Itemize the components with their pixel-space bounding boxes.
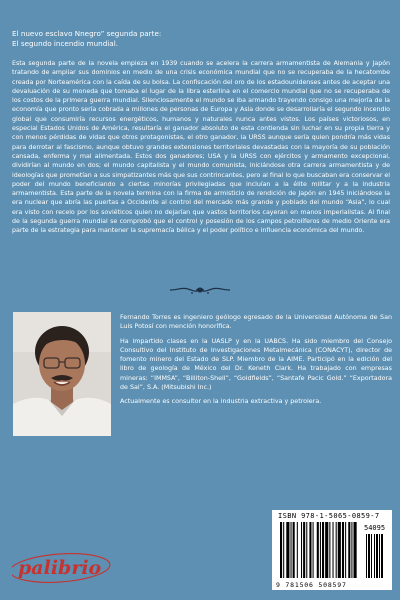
synopsis-text: Esta segunda parte de la novela empieza en 1939 cuando se acelera la carrera armamentista de Alemania y Japón tratando de ampliar sus dominios en medio de una crisis económica mundial que no se recuperaba de la hecatombe creada por Norteamérica con la caída de su bolsa. La confiscación del oro de los estadounidenses antes de aceptar una devaluación de su moneda que tomaba el lugar de la libra esterlina en el comercio mundial que no se recuperaba de los costos de la primera guerra mundial. Silenciosamente el mundo se iba armando trayendo consigo una mejoría de la economía que pronto sería cobrada a millones de personas de Europa y Asia donde se desarrollaría el segundo incendio global que consumiría recursos energéticos, humanos y naturales nunca antes vistos. Los países victoriosos, en especial Estados Unidos de América, resultaría el ganador absoluto de esta contienda sin luchar en su propia tierra y con menos pérdidas de vidas que otros protagonistas, el otro ganador, la URSS aunque sería quien pondría más vidas para derrotar al fascismo, aunque obtuvo grandes extensiones territoriales devastadas con la mayoría de su población cansada, enferma y mal alimentada. Estos dos ganadores; USA y la URSS con ejércitos y armamento excepcional, dividirían al mundo en dos; el mundo capitalista y el mundo comunista, iniciándose otra carrera armamentista y de ideologías que prometían a sus simpatizantes más que sus contrincantes, pero al final lo que buscaban era conservar el poder del mundo beneficiando a ciertas minorías privilegiadas que incluían a la élite militar y a la industria armamentista. Esta parte de la novela termina con la firma de armisticio de rendición de Japón en 1945 iniciándose la era nuclear que abría las puertas a Occidente al control del mercado más grande y poblado del mundo “Asia”, lo cual era visto con recelo por los soviéticos quien no dejarían que vastos territorios cayeran en manos imperialistas. Al final de la segunda guerra mundial se comprobó que el control y posesión de los campos petrolíferos de medio Oriente era parte de la estrategia para mantener la supremacía bélica y el poder político e influencia económica del mundo. <box>12 60 390 235</box>
price-code: 54095 <box>364 524 386 532</box>
barcode-bars <box>278 522 388 580</box>
title-line-2: El segundo incendio mundial. <box>12 39 118 48</box>
isbn-label: ISBN 978-1-5065-0859-7 <box>278 512 380 520</box>
publisher-logo <box>12 550 116 584</box>
author-bio <box>120 313 392 412</box>
isbn-barcode <box>272 510 392 590</box>
title-block <box>12 29 392 49</box>
author-portrait <box>13 312 111 436</box>
bio-paragraph: Fernando Torres es ingeniero geólogo egresado de la Universidad Autónoma de San Luis Potosí con mención honorífica. <box>120 314 392 331</box>
bio-paragraph: Ha impartido clases en la UASLP y en la UABCS. Ha sido miembro del Consejo Consultivo del Instituto de Investigaciones Metalmecánica (CONACYT), director de fomento minero del Estado de SLP. Miembro de la AIME. Participó en la edición del libro de geología de México del Dr. Keneth Clark. Ha trabajado con empresas mineras: “IMMSA”, “Billiton-Shell”, “Goldfields”, “Santafe Pacic Gold.” “Exportadora de Sal”, S.A. (Mitsubishi Inc.) <box>120 337 392 392</box>
author-photo <box>13 312 111 436</box>
decorative-flourish-icon <box>168 284 232 296</box>
bio-paragraph: Actualmente es consultor en la industria extractiva y petrolera. <box>120 398 322 406</box>
publisher-name: palibrio <box>18 557 102 579</box>
title-line-1: El nuevo esclavo Nnegro” segunda parte: <box>12 29 162 38</box>
barcode-number: 9 781506 508597 <box>276 581 347 589</box>
